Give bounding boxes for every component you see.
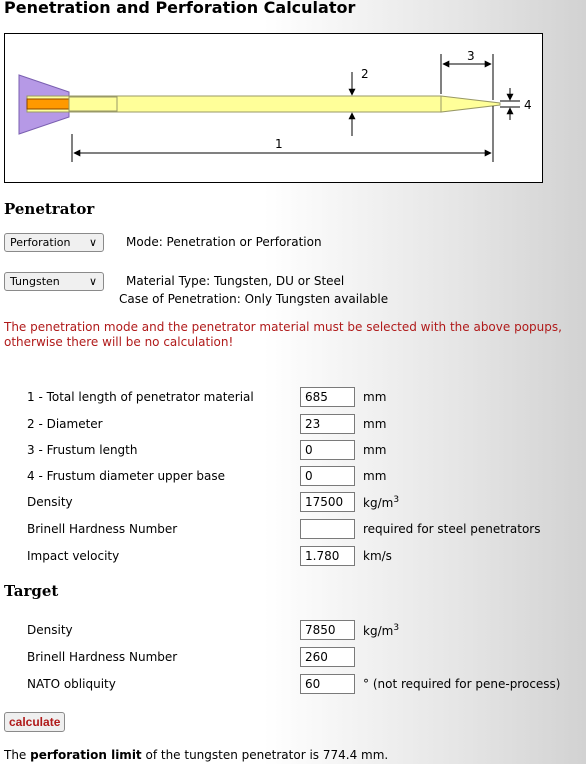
unit-text: kg/m <box>363 624 394 638</box>
dim-label-4: 4 <box>524 98 532 112</box>
target-heading: Target <box>4 582 59 600</box>
total-length-input[interactable] <box>300 387 355 407</box>
unit-label: mm <box>363 469 387 483</box>
penetrator-diagram <box>4 33 543 183</box>
unit-superscript: 3 <box>393 623 400 633</box>
unit-label <box>363 623 399 638</box>
impact-velocity-input[interactable] <box>300 546 355 566</box>
field-label: 4 - Frustum diameter upper base <box>27 469 226 483</box>
dim-label-2: 2 <box>361 67 369 81</box>
unit-label: km/s <box>363 549 392 563</box>
calculate-button[interactable]: calculate <box>4 712 65 732</box>
penetrator-heading: Penetrator <box>4 200 95 218</box>
penetrator-drawing <box>5 34 542 182</box>
target-hardness-input[interactable] <box>300 647 355 667</box>
field-label: Density <box>27 623 73 637</box>
material-select[interactable] <box>4 272 104 291</box>
result-emphasis: perforation limit <box>30 748 142 762</box>
result-prefix: The <box>4 748 31 762</box>
field-label: Brinell Hardness Number <box>27 650 178 664</box>
penetrator-density-input[interactable] <box>300 492 355 512</box>
penetrator-hardness-input[interactable] <box>300 519 355 539</box>
unit-label: mm <box>363 443 387 457</box>
nato-obliquity-input[interactable] <box>300 674 355 694</box>
target-density-input[interactable] <box>300 620 355 640</box>
material-select-value: Tungsten <box>10 275 60 288</box>
mode-select-value: Perforation <box>10 236 71 249</box>
unit-superscript: 3 <box>393 495 400 505</box>
material-description: Material Type: Tungsten, DU or Steel <box>126 274 345 288</box>
diameter-input[interactable] <box>300 414 355 434</box>
material-note: Case of Penetration: Only Tungsten available <box>119 292 389 306</box>
warning-message: The penetration mode and the penetrator material must be selected with the above popups, otherwise there will be no calculation! <box>4 320 562 349</box>
frustum-diameter-input[interactable] <box>300 466 355 486</box>
mode-description: Mode: Penetration or Perforation <box>126 235 322 249</box>
unit-label: mm <box>363 417 387 431</box>
chevron-down-icon: ∨ <box>88 236 97 249</box>
field-label: Brinell Hardness Number <box>27 522 178 536</box>
core-insert <box>27 99 69 109</box>
result-message <box>4 748 388 762</box>
field-label: 2 - Diameter <box>27 417 103 431</box>
unit-label: mm <box>363 390 387 404</box>
frustum-length-input[interactable] <box>300 440 355 460</box>
page-title: Penetration and Perforation Calculator <box>4 0 356 17</box>
unit-label: ° (not required for pene-process) <box>363 677 561 691</box>
field-label: Impact velocity <box>27 549 120 563</box>
unit-text: kg/m <box>363 496 394 510</box>
mode-select[interactable] <box>4 233 104 252</box>
unit-label <box>363 495 399 510</box>
chevron-down-icon: ∨ <box>88 275 97 288</box>
frustum-tip <box>441 96 500 112</box>
field-label: NATO obliquity <box>27 677 116 691</box>
dim-label-1: 1 <box>275 137 283 151</box>
field-label: Density <box>27 495 73 509</box>
dim-label-3: 3 <box>467 49 475 63</box>
field-label: 1 - Total length of penetrator material <box>27 390 254 404</box>
result-suffix: of the tungsten penetrator is 774.4 mm. <box>141 748 389 762</box>
unit-label: required for steel penetrators <box>363 522 541 536</box>
field-label: 3 - Frustum length <box>27 443 138 457</box>
